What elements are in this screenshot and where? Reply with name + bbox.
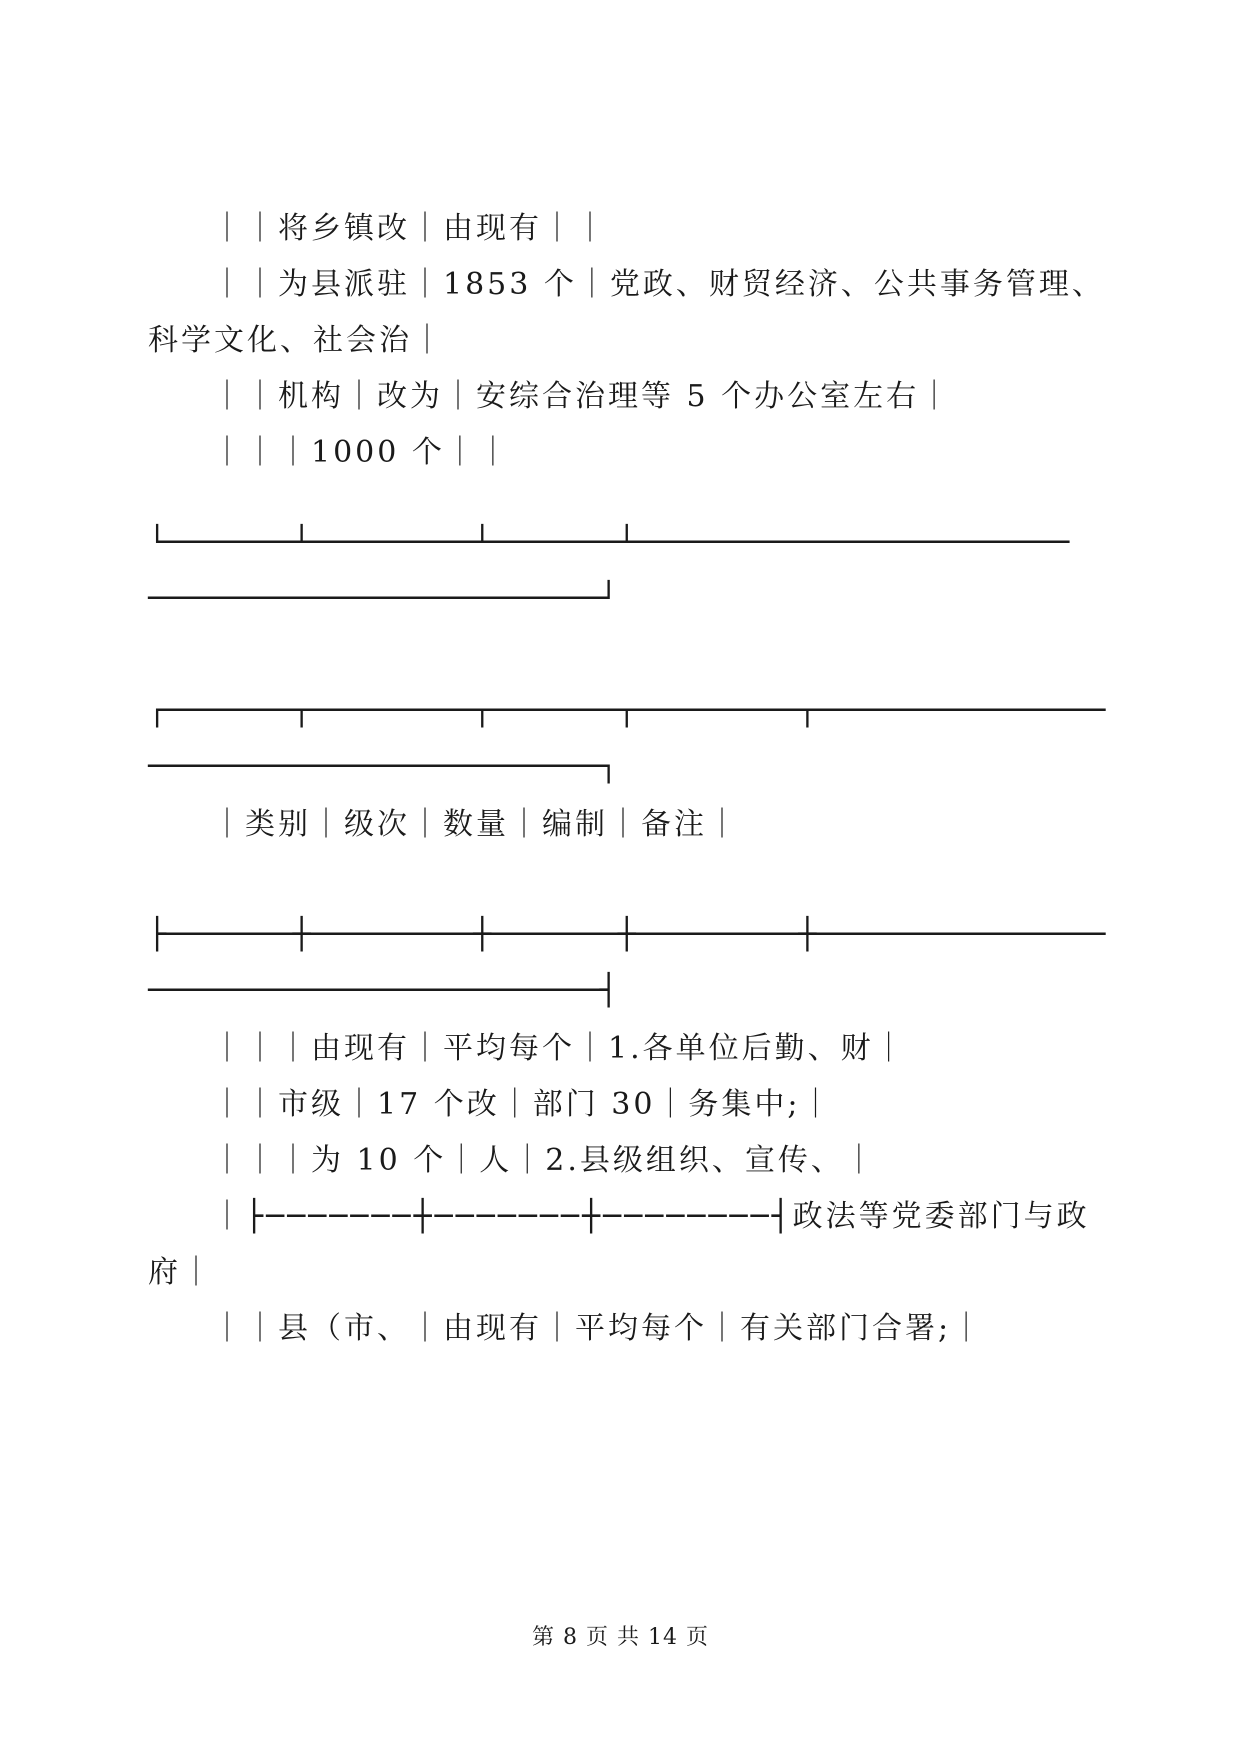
text-line: ｜｜为县派驻｜1853 个｜党政、财贸经济、公共事务管理、 <box>212 267 1105 302</box>
text-line: ｜｜｜为 10 个｜人｜2.县级组织、宣传、｜ <box>212 1143 877 1178</box>
text-line: ｜｜｜由现有｜平均每个｜1.各单位后勤、财｜ <box>212 1031 907 1066</box>
text-line: ｜├───────┼───────┼────────┤政法等党委部门与政 <box>212 1199 1090 1234</box>
text-line: ｜｜市级｜17 个改｜部门 30｜务集中;｜ <box>212 1087 834 1122</box>
text-line: ｜｜机构｜改为｜安综合治理等 5 个办公室左右｜ <box>212 379 953 414</box>
table-border-line: ─────────────────────────┘ <box>148 581 618 616</box>
text-line: ｜｜｜1000 个｜｜ <box>212 435 511 470</box>
table-header-line: ｜类别｜级次｜数量｜编制｜备注｜ <box>212 807 740 842</box>
table-border-line: ─────────────────────────┐ <box>148 749 618 784</box>
table-border-line: ├───────┼─────────┼───────┼─────────┼──────────────── <box>148 917 1106 952</box>
table-border-line: ─────────────────────────┤ <box>148 973 618 1008</box>
table-border-line: └───────┴─────────┴───────┴──────────────────────── <box>148 525 1070 560</box>
text-line: 科学文化、社会治｜ <box>148 323 445 358</box>
text-line: ｜｜将乡镇改｜由现有｜｜ <box>212 211 608 246</box>
page-footer: 第 8 页 共 14 页 <box>532 1625 709 1650</box>
text-line: 府｜ <box>148 1255 214 1290</box>
table-border-line: ┌───────┬─────────┬───────┬─────────┬──────────────── <box>148 693 1106 728</box>
text-line: ｜｜县（市、｜由现有｜平均每个｜有关部门合署;｜ <box>212 1311 985 1346</box>
